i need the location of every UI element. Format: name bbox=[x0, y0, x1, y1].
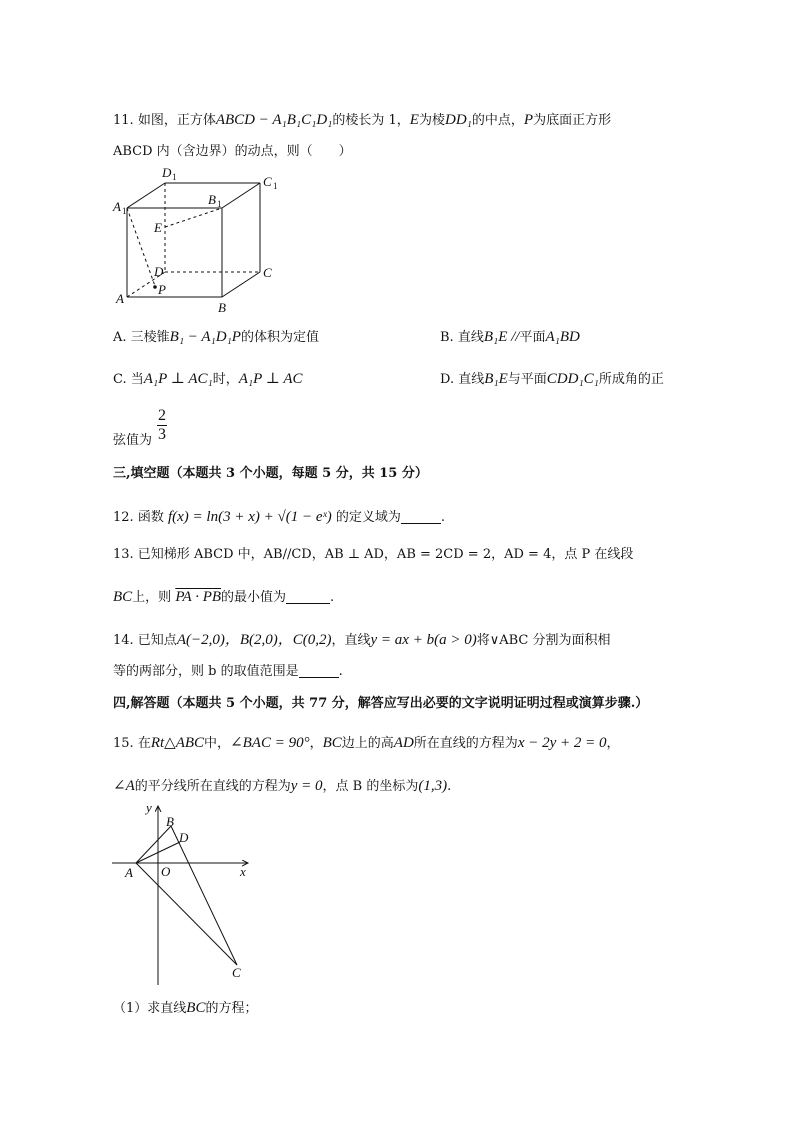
label-d: D bbox=[179, 830, 189, 845]
svg-text:1: 1 bbox=[217, 199, 222, 209]
svg-text:1: 1 bbox=[122, 206, 127, 216]
q11-option-b: B. 直线B₁E //平面A₁BD bbox=[440, 329, 580, 345]
label-y: y bbox=[146, 800, 152, 815]
label-o: O bbox=[161, 864, 171, 879]
triangle-figure bbox=[110, 800, 260, 990]
svg-text:1: 1 bbox=[273, 181, 278, 191]
q15-line1: 15. 在Rt△ABC中，∠BAC = 90°，BC边上的高AD所在直线的方程为x − 2y + 2 = 0， bbox=[113, 735, 620, 751]
label-d: D bbox=[154, 264, 164, 279]
q15-line2: ∠A的平分线所在直线的方程为y = 0，点 B 的坐标为(1,3). bbox=[113, 778, 452, 794]
q14-answer-blank[interactable] bbox=[299, 663, 339, 678]
q14-line1: 14. 已知点A(−2,0)，B(2,0)，C(0,2)，直线y = ax + b(a > 0)将∨ABC 分割为面积相 bbox=[113, 632, 611, 648]
label-x: x bbox=[240, 864, 246, 879]
label-c: C bbox=[263, 265, 272, 280]
q15-subquestion-1: （1）求直线BC的方程； bbox=[113, 1000, 258, 1016]
q12-answer-blank[interactable] bbox=[401, 509, 441, 524]
cube-figure bbox=[110, 165, 290, 315]
q11-option-c: C. 当A₁P ⊥ AC₁时，A₁P ⊥ AC bbox=[113, 371, 303, 387]
fraction-two-thirds: 2 3 bbox=[158, 407, 166, 443]
q13-line2: BC上，则 PA · PB的最小值为 . bbox=[113, 589, 335, 605]
section-4-heading: 四,解答题（本题共 5 个小题，共 77 分，解答应写出必要的文字说明证明过程或演算步骤.） bbox=[113, 696, 649, 711]
label-b1: B bbox=[208, 192, 216, 207]
label-a: A bbox=[116, 291, 124, 306]
label-a1: A bbox=[113, 199, 121, 214]
label-c: C bbox=[232, 965, 241, 980]
q11-line2: ABCD 内（含边界）的动点，则（ ） bbox=[113, 144, 352, 159]
label-a: A bbox=[125, 865, 133, 880]
q13-line1: 13. 已知梯形 ABCD 中，AB//CD，AB ⊥ AD，AB = 2CD = 2，AD = 4，点 P 在线段 bbox=[113, 547, 634, 562]
q13-answer-blank[interactable] bbox=[286, 589, 330, 604]
label-d1: D bbox=[162, 165, 172, 180]
label-e: E bbox=[154, 220, 162, 235]
q11-option-a: A. 三棱锥B₁ − A₁D₁P的体积为定值 bbox=[113, 329, 319, 345]
label-b: B bbox=[218, 300, 226, 315]
q14-line2: 等的两部分，则 b 的取值范围是 . bbox=[113, 664, 343, 679]
label-b: B bbox=[166, 814, 174, 829]
svg-text:1: 1 bbox=[172, 172, 177, 182]
q11-line1: 11. 如图，正方体ABCD − A₁B₁C₁D₁的棱长为 1，E为棱DD₁的中点，P为底面正方形 bbox=[113, 112, 612, 128]
q12-line: 12. 函数 f(x) = ln(3 + x) + √(1 − eˣ) 的定义域为 . bbox=[113, 509, 446, 525]
label-p: P bbox=[158, 282, 166, 297]
q11-option-d-cont: 弦值为 bbox=[113, 433, 153, 448]
q11-option-d: D. 直线B₁E与平面CDD₁C₁所成角的正 bbox=[440, 371, 664, 387]
section-3-heading: 三,填空题（本题共 3 个小题，每题 5 分，共 15 分） bbox=[113, 466, 428, 481]
label-c1: C bbox=[263, 174, 272, 189]
